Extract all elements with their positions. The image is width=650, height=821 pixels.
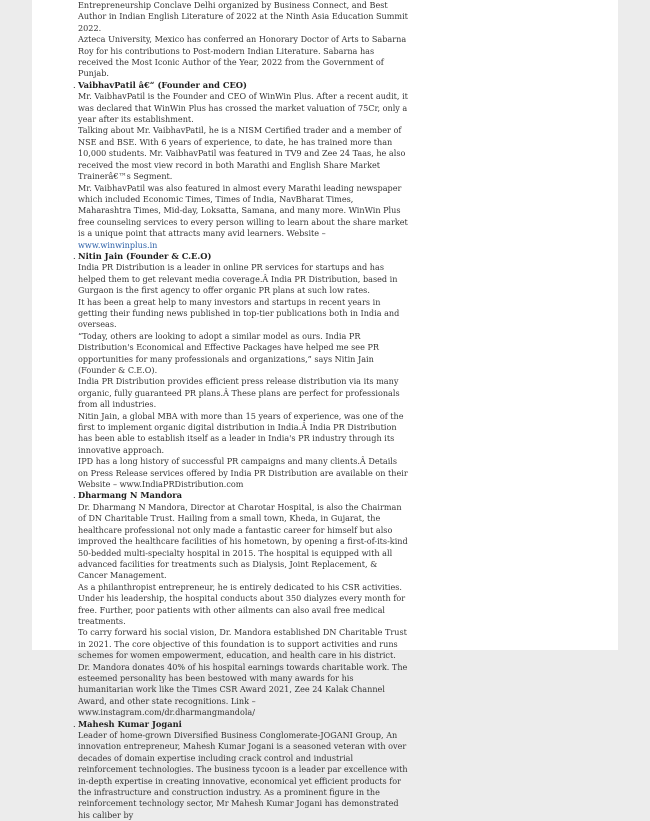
list-marker: .: [73, 250, 76, 261]
person-paragraph: To carry forward his social vision, Dr. Mandora established DN Charitable Trust in 2021. The core objective of this foundation is to support activities and runs schemes for women empowerment, education, and health care in his district. Dr. Mandora donates 40% of his hospital earnings towards charitable work. The esteemed personality has been bestowed with many awards for his humanitarian work like the Times CSR Award 2021, Zee 24 Kalak Channel Award, and other state recognitions. Link – www.instagram.com/dr.dharmangmandola/: [78, 627, 408, 718]
person-paragraph: As a philanthropist entrepreneur, he is entirely dedicated to his CSR activities. Under his leadership, the hospital conducts about 350 dialyzes every month for free. Further, poor patients with other ailments can also avail free medical treatments.: [78, 581, 406, 626]
person-heading-vaibhav-patil: [73, 79, 408, 91]
person-paragraph: Leader of home-grown Diversified Business Conglomerate-JOGANI Group, An innovation entrepreneur, Mahesh Kumar Jogani is a seasoned veteran with over decades of domain expertise including crack control and industrial reinforcement technologies. The business tycoon is a leader par excellence with in-depth expertise in creating innovative, economical yet efficient products for the infrastructure and construction industry. As a prominent figure in the reinforcement technology sector, Mr Mahesh Kumar Jogani has demonstrated his caliber by: [78, 730, 408, 820]
person-heading-nitin-jain: [73, 250, 408, 262]
person-paragraph: IPD has a long history of successful PR campaigns and many clients.Â Details on Press Release services offered by India PR Distribution are available on their Website – www.IndiaPRDistribution.com: [78, 456, 408, 490]
list-marker: .: [73, 79, 76, 90]
person-heading-text: Dharmang N Mandora: [78, 490, 182, 501]
article-body: [73, 0, 408, 821]
person-heading-dharmang-mandora: [73, 490, 408, 501]
person-paragraph: India PR Distribution is a leader in online PR services for startups and has helped them to get relevant media coverage.Â India PR Distribution, based in Gurgaon is the first agency to offer organic PR plans at such low rates.: [78, 262, 398, 296]
person-paragraph: “Today, others are looking to adopt a similar model as ours. India PR Distribution's Economical and Effective Packages have helped me see PR opportunities for many professionals and organizations,” says Nitin Jain (Founder & C.E.O).: [78, 330, 379, 375]
person-paragraph: Nitin Jain, a global MBA with more than 15 years of experience, was one of the first to implement organic digital distribution in India.Â India PR Distribution has been able to establish itself as a leader in India's PR industry through its innovative approach.: [78, 410, 404, 455]
person-paragraph: It has been a great help to many investors and startups in recent years in getting their funding news published in top-tier publications both in India and overseas.: [78, 296, 400, 330]
person-paragraph: India PR Distribution provides efficient press release distribution via its many organic, fully guaranteed PR plans.Â These plans are perfect for professionals from all industries.: [78, 376, 400, 410]
website-link-winwinplus[interactable]: www.winwinplus.in: [78, 239, 158, 250]
article-page: [32, 0, 618, 820]
person-heading-mahesh-jogani: [73, 718, 408, 730]
person-paragraph: Talking about Mr. VaibhavPatil, he is a NISM Certified trader and a member of NSE and BSE. With 6 years of experience, to date, he has trained more than 10,000 students. Mr. VaibhavPatil was featured in TV9 and Zee 24 Taas, he also received the most view record in both Marathi and English Share Market Trainerâ€™s Segment.: [78, 125, 406, 182]
person-heading-text: VaibhavPatil â€“ (Founder and CEO): [78, 79, 247, 90]
list-marker: .: [73, 718, 76, 729]
person-heading-text: Mahesh Kumar Jogani: [78, 718, 182, 729]
person-paragraph: Dr. Dharmang N Mandora, Director at Charotar Hospital, is also the Chairman of DN Charitable Trust. Hailing from a small town, Kheda, in Gujarat, the healthcare professional not only made a fantastic career for himself but also improved the healthcare facilities of his hometown, by opening a first-of-its-kind 50-bedded multi-specialty hospital in 2015. The hospital is equipped with all advanced facilities for treatments such as Dialysis, Joint Replacement, & Cancer Management.: [78, 501, 408, 581]
person-paragraph: Mr. VaibhavPatil was also featured in almost every Marathi leading newspaper which included Economic Times, Times of India, NavBharat Times, Maharashtra Times, Mid-day, Loksatta, Samana, and many more. WinWin Plus free counseling services to every person willing to learn about the share market is a unique point that attracts many avid learners. Website –: [78, 182, 408, 239]
person-paragraph: Mr. VaibhavPatil is the Founder and CEO of WinWin Plus. After a recent audit, it was declared that WinWin Plus has crossed the market valuation of 75Cr, only a year after its establishment.: [78, 91, 408, 125]
intro-paragraph-2: Azteca University, Mexico has conferred an Honorary Doctor of Arts to Sabarna Roy for his contributions to Post-modern Indian Literature. Sabarna has received the Most Iconic Author of the Year, 2022 from the Government of Punjab.: [78, 34, 407, 79]
person-heading-text: Nitin Jain (Founder & C.E.O): [78, 250, 212, 261]
intro-paragraph-1: Entrepreneurship Conclave Delhi organized by Business Connect, and Best Author in Indian English Literature of 2022 at the Ninth Asia Education Summit 2022.: [78, 0, 408, 33]
list-marker: .: [73, 490, 76, 501]
